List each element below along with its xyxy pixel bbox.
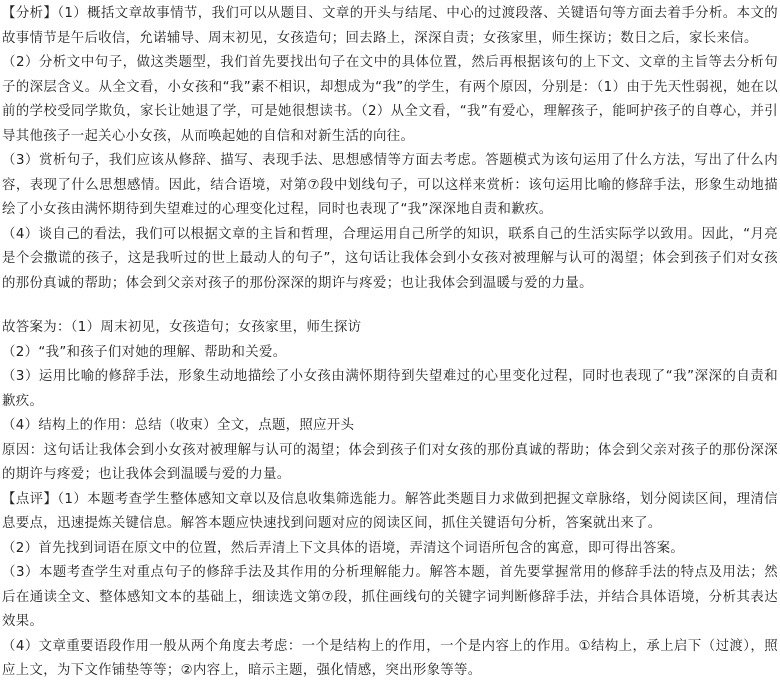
- answer-line-3: （3）运用比喻的修辞手法，形象生动地描绘了小女孩由满怀期待到失望难过的心里变化过程，同时也表现了“我”深深的自责和歉疚。: [2, 369, 778, 409]
- analysis-paragraph-2: （2）分析文中句子，做这类题型，我们首先要找出句子在文中的具体位置，然后再根据该句的上下文、文章的主旨等去分析句子的深层含义。从全文看，小女孩和“我”素不相识，却想成为“我”的学生，有两个原因，分别是：（1）由于先天性弱视，她在以前的学校受同学欺负，家长让她退了学，可是她很想读书。（2）从全文看，“我”有爱心，理解孩子，能呵护孩子的自尊心，并引导其他孩子一起关心小女孩，从而唤起她的自信和对新生活的向往。: [2, 55, 778, 144]
- answer-line-4: （4）结构上的作用：总结（收束）全文，点题，照应开头: [2, 418, 355, 433]
- comment-paragraph-1: 【点评】（1）本题考查学生整体感知文章以及信息收集筛选能力。解答此类题目力求做到把握文章脉络，划分阅读区间，理清信息要点，迅速提炼关键信息。解答本题应快速找到问题对应的阅读区间，抓住关键语句分析，答案就出来了。: [2, 491, 778, 531]
- answer-line-2: （2）“我”和孩子们对她的理解、帮助和关爱。: [2, 344, 287, 360]
- analysis-paragraph-4: （4）谈自己的看法，我们可以根据文章的主旨和哲理，合理运用自己所学的知识，联系自己的生活实际学以致用。因此，“月亮是个会撒谎的孩子，这是我听过的世上最动人的句子”，这句话让我体会到小女孩对被理解与认可的渴望；体会到孩子们对女孩的那份真诚的帮助；体会到父亲对孩子的那份深深的期许与疼爱；也让我体会到温暖与爱的力量。: [2, 226, 778, 291]
- comment-paragraph-4: （4）文章重要语段作用一般从两个角度去考虑：一个是结构上的作用，一个是内容上的作用。①结构上，承上启下（过渡），照应上文，为下文作铺垫等等；②内容上，暗示主题，强化情感，突出形象等等。: [2, 638, 778, 678]
- analysis-paragraph-3: （3）赏析句子，我们应该从修辞、描写、表现手法、思想感情等方面去考虑。答题模式为该句运用了什么方法，写出了什么内容，表现了什么思想感情。因此，结合语境，对第⑦段中划线句子，可以这样来赏析：该句运用比喻的修辞手法，形象生动地描绘了小女孩由满怀期待到失望难过的心理变化过程，同时也表现了“我”深深地自责和歉疚。: [2, 153, 778, 217]
- comment-paragraph-2: （2）首先找到词语在原文中的位置，然后弄清上下文具体的语境，弄清这个词语所包含的寓意，即可得出答案。: [2, 540, 685, 556]
- answer-line-1: 故答案为：（1）周末初见，女孩造句；女孩家里，师生探访: [2, 320, 362, 335]
- solution-document: [2, 2, 778, 684]
- comment-paragraph-3: （3）本题考查学生对重点句子的修辞手法及其作用的分析理解能力。解答本题，首先要掌握常用的修辞手法的特点及用法；然后在通读全文、整体感知文本的基础上，细读选文第⑦段，抓住画线句的关键字词判断修辞手法，并结合具体语境，分析其表达效果。: [2, 565, 778, 629]
- answer-line-5: 原因：这句话让我体会到小女孩对被理解与认可的渴望；体会到孩子们对女孩的那份真诚的帮助；体会到父亲对孩子的那份深深的期许与疼爱；也让我体会到温暖与爱的力量。: [2, 442, 778, 482]
- section-spacer: [2, 296, 778, 316]
- comment-section: [2, 488, 778, 684]
- answer-section: [2, 316, 778, 488]
- analysis-paragraph-1: 【分析】（1）概括文章故事情节，我们可以从题目、文章的开头与结尾、中心的过渡段落、关键语句等方面去着手分析。本文的故事情节是午后收信，允诺辅导、周末初见，女孩造句；回去路上，深深自责；女孩家里，师生探访；数日之后，家长来信。: [2, 6, 778, 46]
- analysis-section: [2, 2, 778, 296]
